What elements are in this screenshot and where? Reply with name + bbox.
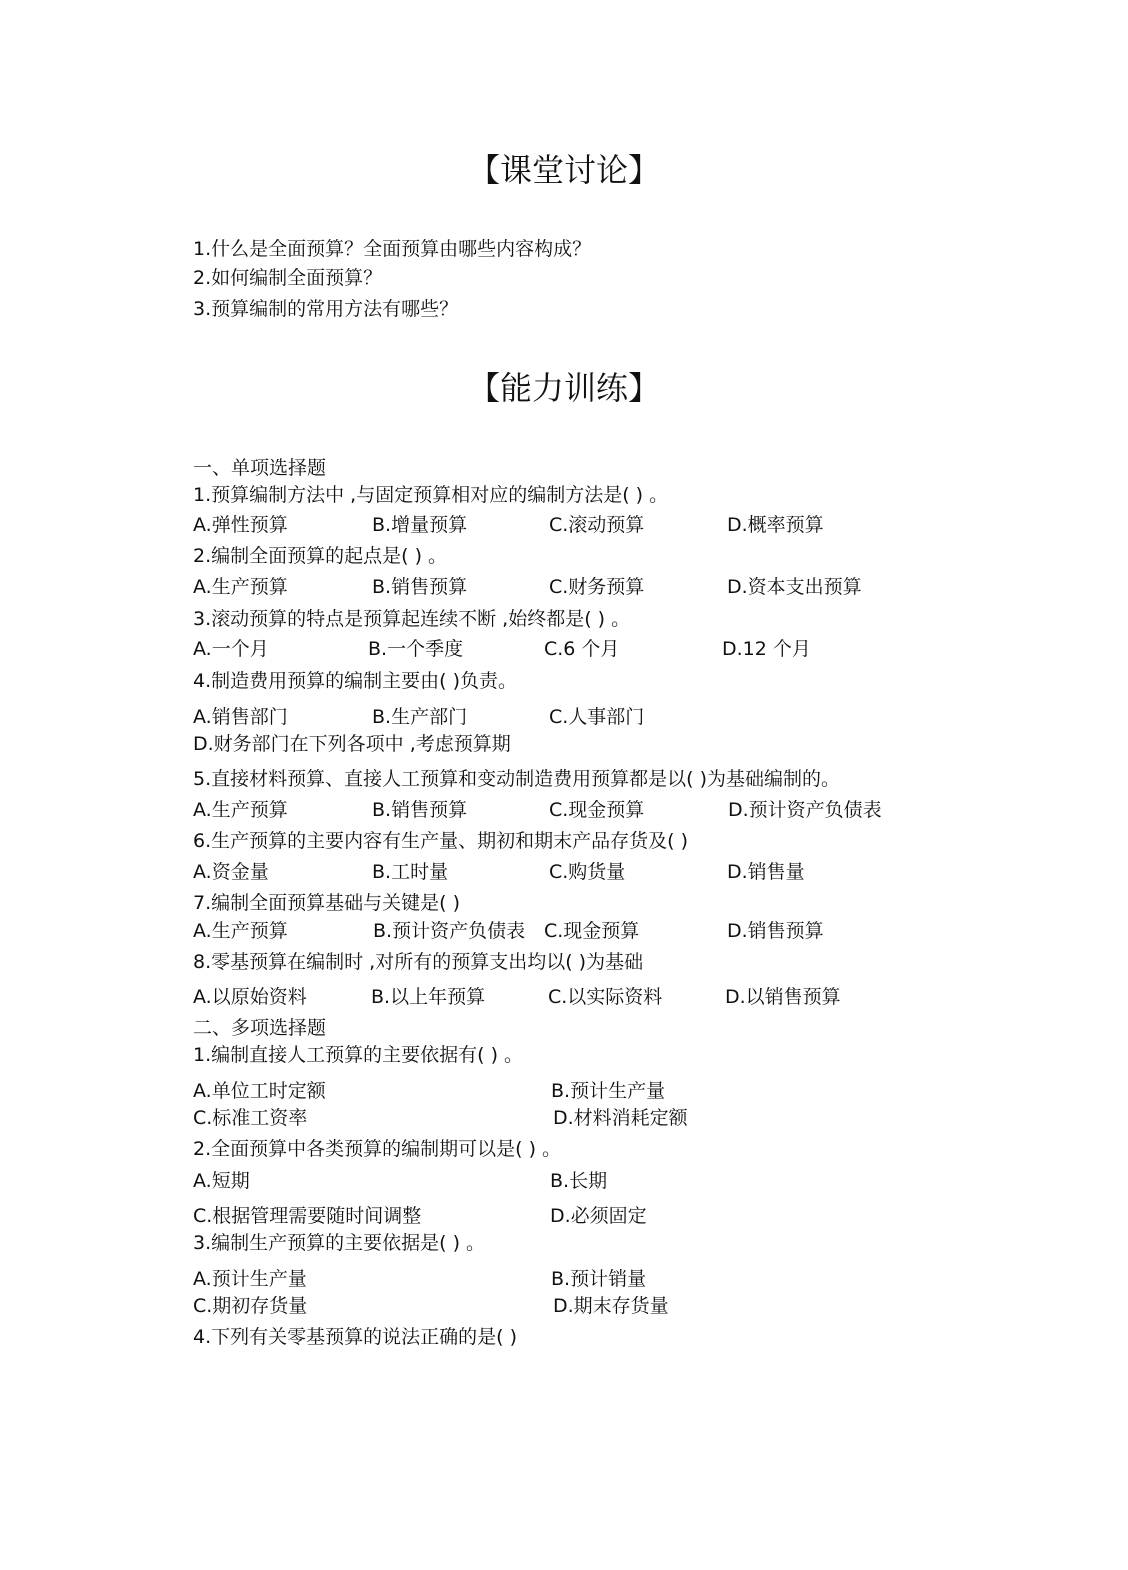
option: C.标准工资率 [193,1107,308,1129]
option: A.生产预算 [193,799,288,821]
option: B.预计资产负债表 [373,920,526,942]
option: D.销售预算 [727,920,824,942]
option: A.短期 [193,1170,250,1192]
option: B.一个季度 [368,638,464,660]
option: B.预计销量 [551,1268,647,1290]
question-stem: 7.编制全面预算基础与关键是( ) [193,892,460,914]
option: B.生产部门 [372,706,468,728]
option: A.生产预算 [193,920,288,942]
question-stem: 8.零基预算在编制时 ,对所有的预算支出均以( )为基础 [193,951,644,973]
option: C.购货量 [549,861,626,883]
single-choice-heading: 一、单项选择题 [193,457,327,479]
option: B.工时量 [372,861,449,883]
question-stem: 6.生产预算的主要内容有生产量、期初和期末产品存货及( ) [193,830,688,852]
multiple-choice-heading: 二、多项选择题 [193,1017,327,1039]
question-stem: 2.全面预算中各类预算的编制期可以是( ) 。 [193,1138,562,1160]
option: A.销售部门 [193,706,288,728]
question-stem: 3.编制生产预算的主要依据是( ) 。 [193,1232,486,1254]
option: C.现金预算 [549,799,645,821]
option: C.人事部门 [549,706,645,728]
question-stem: 1.预算编制方法中 ,与固定预算相对应的编制方法是( ) 。 [193,484,669,506]
option: C.财务预算 [549,576,645,598]
option-continuation: D.财务部门在下列各项中 ,考虑预算期 [193,733,511,755]
option: B.销售预算 [372,576,468,598]
question-stem: 5.直接材料预算、直接人工预算和变动制造费用预算都是以( )为基础编制的。 [193,768,840,790]
option: C.现金预算 [544,920,640,942]
option: A.单位工时定额 [193,1080,326,1102]
option: D.必须固定 [550,1205,647,1227]
option: C.期初存货量 [193,1295,308,1317]
option: C.以实际资料 [548,986,663,1008]
option: B.增量预算 [372,514,468,536]
option: D.12 个月 [722,638,811,660]
question-stem: 2.编制全面预算的起点是( ) 。 [193,545,448,567]
option: D.资本支出预算 [727,576,862,598]
option: C.6 个月 [544,638,620,660]
question-stem: 4.下列有关零基预算的说法正确的是( ) [193,1326,517,1348]
option: D.概率预算 [727,514,824,536]
option: D.预计资产负债表 [728,799,882,821]
discussion-title: 【课堂讨论】 [467,151,660,189]
question-stem: 1.编制直接人工预算的主要依据有( ) 。 [193,1044,524,1066]
option: C.滚动预算 [549,514,645,536]
discussion-question: 1.什么是全面预算？全面预算由哪些内容构成？ [193,238,592,260]
option: A.一个月 [193,638,269,660]
option: D.销售量 [727,861,805,883]
option: B.以上年预算 [371,986,486,1008]
option: A.预计生产量 [193,1268,307,1290]
discussion-question: 2.如何编制全面预算？ [193,267,383,289]
option: A.以原始资料 [193,986,307,1008]
option: B.预计生产量 [551,1080,666,1102]
training-title: 【能力训练】 [467,369,660,407]
option: D.材料消耗定额 [553,1107,688,1129]
question-stem: 4.制造费用预算的编制主要由( )负责。 [193,670,517,692]
option: A.生产预算 [193,576,288,598]
question-stem: 3.滚动预算的特点是预算起连续不断 ,始终都是( ) 。 [193,608,631,630]
discussion-question: 3.预算编制的常用方法有哪些？ [193,298,459,320]
option: A.资金量 [193,861,269,883]
option: A.弹性预算 [193,514,288,536]
option: D.期末存货量 [553,1295,669,1317]
option: B.长期 [550,1170,608,1192]
option: D.以销售预算 [725,986,841,1008]
option: B.销售预算 [372,799,468,821]
option: C.根据管理需要随时间调整 [193,1205,422,1227]
